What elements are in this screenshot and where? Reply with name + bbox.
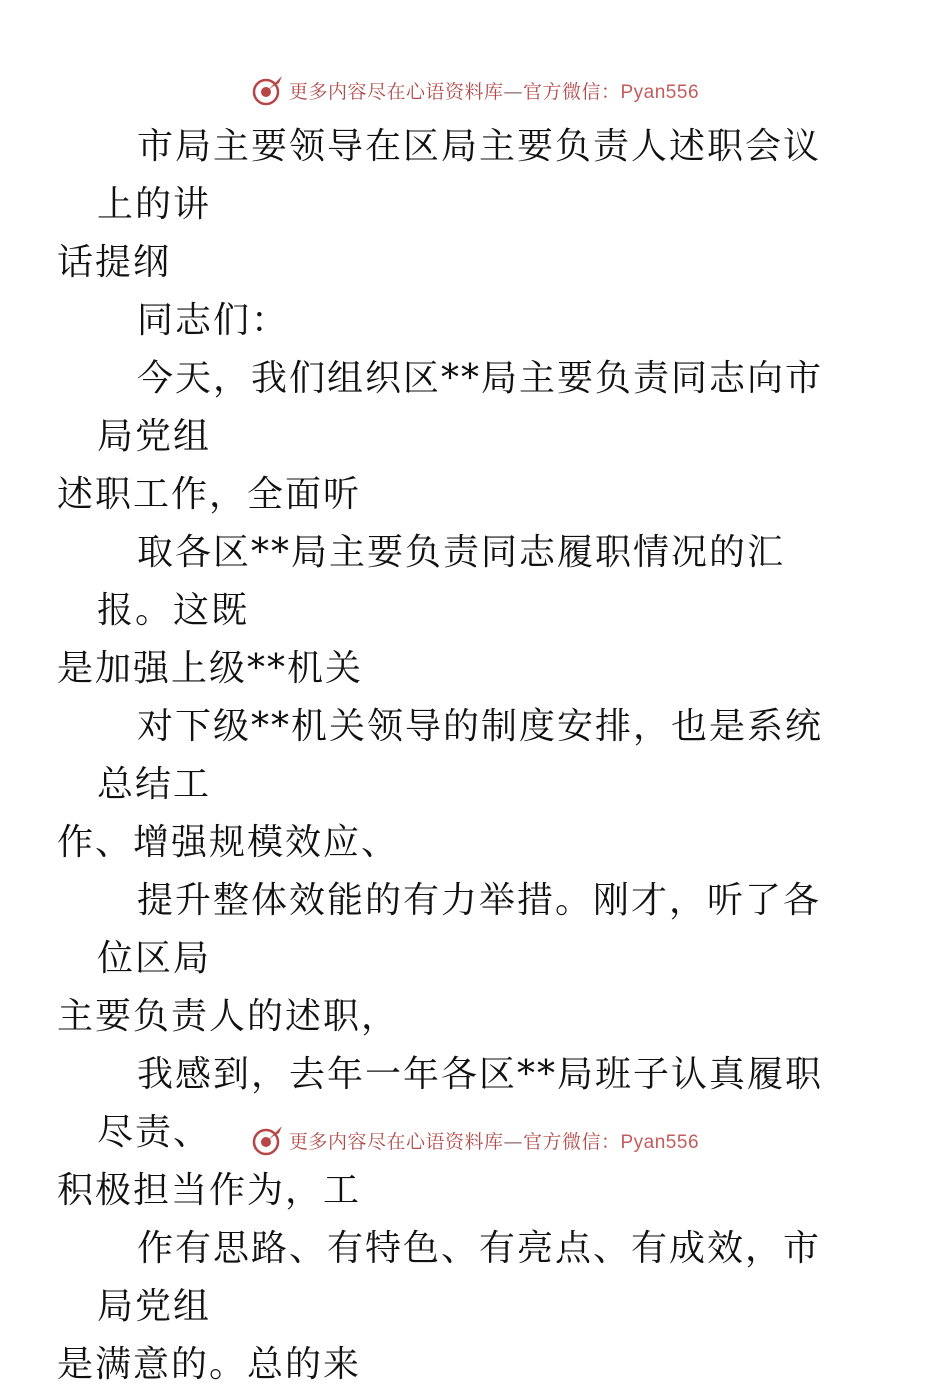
paragraph-line: 取各区**局主要负责同志履职情况的汇报。这既	[97, 532, 786, 631]
paragraph-line: 我感到，去年一年各区**局班子认真履职尽责、	[97, 1054, 824, 1153]
paragraph	[57, 698, 857, 872]
quill-logo-icon	[251, 1123, 285, 1157]
banner-text	[289, 1127, 699, 1154]
salutation-text: 同志们：	[137, 300, 290, 341]
banner-site-name: 更多内容尽在心语资料库	[288, 80, 504, 103]
paragraph-line: 是满意的。总的来	[57, 1344, 362, 1385]
paragraph-line: 提升整体效能的有力举措。刚才，听了各位区局	[97, 880, 822, 979]
banner-separator: —	[503, 1130, 523, 1153]
salutation	[97, 292, 857, 350]
paragraph-line: 作有思路、有特色、有亮点、有成效，市局党组	[97, 1228, 822, 1327]
paragraph-line: 作、增强规模效应、	[57, 822, 400, 863]
paragraph-line: 是加强上级**机关	[57, 648, 364, 689]
banner-separator: —	[503, 80, 523, 103]
paragraph-line: 主要负责人的述职，	[57, 996, 400, 1037]
paragraph-line: 今天，我们组织区**局主要负责同志向市局党组	[97, 358, 824, 457]
banner-wechat-id: Pyan556	[620, 81, 700, 103]
title-line-1: 市局主要领导在区局主要负责人述职会议上的讲	[97, 126, 822, 225]
banner-wechat-label: 官方微信：	[522, 1130, 621, 1153]
banner-text	[289, 77, 699, 104]
header-watermark-banner	[0, 70, 950, 110]
banner-wechat-label: 官方微信：	[522, 80, 621, 103]
paragraph	[57, 350, 857, 524]
paragraph	[57, 872, 857, 1046]
footer-watermark-banner	[0, 1120, 950, 1160]
paragraph-line: 述职工作，全面听	[57, 474, 362, 515]
title-line-2: 话提纲	[57, 242, 172, 283]
paragraph-line: 积极担当作为，工	[57, 1170, 362, 1211]
document-body	[57, 118, 857, 1394]
banner-wechat-id: Pyan556	[620, 1131, 700, 1153]
paragraph-line: 对下级**机关领导的制度安排，也是系统总结工	[97, 706, 824, 805]
quill-logo-icon	[251, 73, 285, 107]
document-title	[57, 118, 857, 292]
paragraph	[57, 524, 857, 698]
banner-site-name: 更多内容尽在心语资料库	[288, 1130, 504, 1153]
paragraph	[57, 1220, 857, 1394]
